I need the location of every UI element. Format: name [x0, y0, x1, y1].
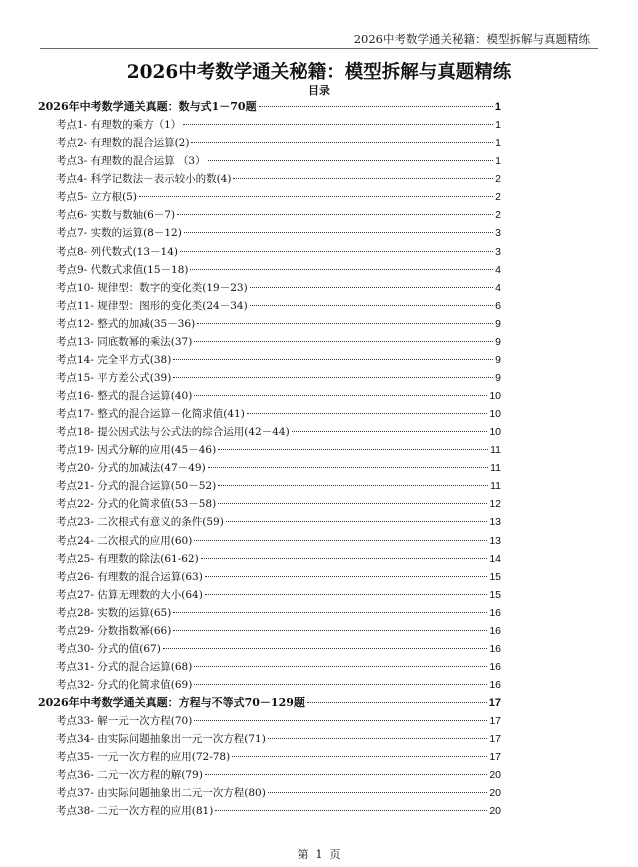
toc-entry[interactable] — [38, 802, 501, 820]
dot-leader — [233, 178, 493, 179]
dot-leader — [194, 684, 487, 685]
toc-entry[interactable] — [38, 766, 501, 784]
toc-entry-page-number: 20 — [489, 769, 501, 782]
dot-leader — [139, 196, 493, 197]
dot-leader — [173, 359, 493, 360]
toc-entry[interactable] — [38, 550, 501, 568]
toc-entry-label: 考点34- 由实际问题抽象出一元一次方程(71) — [56, 733, 266, 746]
toc-entry-label: 考点35- 一元一次方程的应用(72-78) — [56, 751, 231, 764]
toc-entry-page-number: 1 — [495, 137, 501, 150]
dot-leader — [205, 576, 488, 577]
toc-entry[interactable] — [38, 441, 501, 459]
toc-entry[interactable] — [38, 712, 501, 730]
toc-entry-label: 考点27- 估算无理数的大小(64) — [56, 588, 203, 601]
toc-entry[interactable] — [38, 405, 501, 423]
toc-entry[interactable] — [38, 261, 501, 279]
toc-entry-page-number: 16 — [489, 679, 501, 691]
dot-leader — [184, 232, 493, 233]
dot-leader — [173, 612, 487, 613]
toc-entry[interactable] — [38, 568, 501, 586]
toc-entry-label: 考点33- 解一元一次方程(70) — [56, 715, 193, 728]
toc-entry-label: 考点6- 实数与数轴(6－7) — [56, 209, 176, 222]
toc-entry-page-number: 1 — [495, 155, 501, 168]
toc-entry-page-number: 10 — [489, 426, 501, 439]
toc-entry-label: 考点12- 整式的加减(35－36) — [56, 317, 196, 330]
dot-leader — [250, 287, 493, 288]
dot-leader — [205, 774, 488, 775]
toc-entry[interactable] — [38, 730, 501, 748]
toc-entry[interactable] — [38, 622, 501, 640]
toc-entry-page-number: 11 — [490, 462, 501, 475]
toc-entry-label: 考点24- 二次根式的应用(60) — [56, 534, 193, 547]
toc-entry-label: 2026年中考数学通关真题：数与式1－70题 — [38, 100, 257, 113]
toc-entry[interactable] — [38, 658, 501, 676]
toc-entry-label: 考点28- 实数的运算(65) — [56, 606, 172, 619]
toc-entry-label: 考点18- 提公因式法与公式法的综合运用(42－44) — [56, 426, 290, 439]
toc-entry-label: 考点16- 整式的混合运算(40) — [56, 390, 193, 402]
toc-entry-page-number: 2 — [495, 209, 501, 222]
toc-entry-page-number: 16 — [489, 642, 501, 655]
toc-entry[interactable] — [38, 676, 501, 694]
dot-leader — [173, 630, 487, 631]
toc-entry-page-number: 15 — [489, 570, 501, 583]
toc-entry-page-number: 11 — [490, 444, 501, 457]
toc-entry[interactable] — [38, 748, 501, 766]
toc-entry-page-number: 1 — [494, 101, 501, 113]
toc-entry-page-number: 6 — [495, 299, 501, 312]
toc-entry-label: 考点32- 分式的化简求值(69) — [56, 679, 193, 691]
dot-leader — [205, 594, 488, 595]
toc-entry-page-number: 17 — [489, 733, 501, 746]
toc-entry[interactable] — [38, 423, 501, 441]
table-of-contents — [38, 98, 501, 821]
toc-entry[interactable] — [38, 152, 501, 170]
toc-entry[interactable] — [38, 351, 501, 369]
running-header: 2026中考数学通关秘籍：模型拆解与真题精练 — [353, 32, 590, 46]
toc-entry[interactable] — [38, 513, 501, 531]
toc-entry-page-number: 16 — [489, 660, 501, 673]
dot-leader — [226, 521, 488, 522]
dot-leader — [208, 467, 488, 468]
toc-entry[interactable] — [38, 477, 501, 495]
toc-entry-page-number: 17 — [489, 751, 501, 764]
toc-entry-label: 考点15- 平方差公式(39) — [56, 371, 172, 384]
toc-entry-page-number: 16 — [489, 624, 501, 637]
toc-entry-page-number: 2 — [495, 191, 501, 204]
toc-entry-page-number: 15 — [489, 588, 501, 601]
dot-leader — [268, 792, 488, 793]
toc-entry-page-number: 16 — [489, 606, 501, 619]
dot-leader — [194, 540, 487, 541]
toc-entry-label: 考点26- 有理数的混合运算(63) — [56, 570, 203, 583]
toc-entry-label: 考点19- 因式分解的应用(45－46) — [56, 444, 217, 457]
toc-entry-label: 考点23- 二次根式有意义的条件(59) — [56, 516, 224, 529]
toc-entry[interactable] — [38, 784, 501, 802]
toc-entry-label: 考点30- 分式的值(67) — [56, 642, 161, 655]
toc-entry-label: 考点37- 由实际问题抽象出二元一次方程(80) — [56, 787, 266, 800]
dot-leader — [180, 251, 493, 252]
toc-entry[interactable] — [38, 297, 501, 315]
document-title: 2026中考数学通关秘籍：模型拆解与真题精练 — [126, 62, 512, 83]
toc-entry-page-number: 17 — [489, 715, 501, 728]
dot-leader — [268, 738, 488, 739]
toc-entry-page-number: 4 — [495, 281, 501, 294]
toc-entry-label: 考点1- 有理数的乘方（1） — [56, 119, 182, 132]
dot-leader — [218, 503, 487, 504]
dot-leader — [232, 756, 487, 757]
dot-leader — [191, 142, 493, 143]
toc-entry-label: 考点20- 分式的加减法(47－49) — [56, 462, 206, 475]
toc-entry-page-number: 17 — [488, 697, 501, 710]
toc-entry[interactable] — [38, 369, 501, 387]
toc-entry-label: 考点10- 规律型：数字的变化类(19－23) — [56, 281, 248, 294]
dot-leader — [215, 810, 487, 811]
toc-entry[interactable] — [38, 134, 501, 152]
dot-leader — [190, 269, 493, 270]
toc-entry[interactable] — [38, 170, 501, 188]
toc-entry[interactable] — [38, 586, 501, 604]
toc-entry-page-number: 14 — [489, 552, 501, 565]
toc-entry[interactable] — [38, 206, 501, 224]
dot-leader — [307, 702, 487, 703]
toc-entry[interactable] — [38, 224, 501, 242]
toc-entry[interactable] — [38, 387, 501, 405]
toc-entry-page-number: 12 — [489, 498, 501, 511]
dot-leader — [197, 323, 493, 324]
toc-entry-label: 考点17- 整式的混合运算－化简求值(41) — [56, 408, 245, 421]
header-rule — [40, 48, 598, 49]
toc-entry-page-number: 1 — [495, 119, 501, 132]
toc-section-entry[interactable] — [38, 98, 501, 116]
toc-entry-label: 考点3- 有理数的混合运算 （3） — [56, 155, 206, 168]
dot-leader — [194, 395, 487, 396]
toc-entry-page-number: 3 — [495, 227, 501, 240]
toc-entry-page-number: 9 — [495, 317, 501, 330]
dot-leader — [194, 341, 493, 342]
toc-entry-label: 考点7- 实数的运算(8－12) — [56, 227, 182, 240]
page-footer: 第 1 页 — [297, 848, 341, 861]
toc-entry-label: 考点11- 规律型：图形的变化类(24－34) — [56, 299, 248, 312]
dot-leader — [183, 124, 493, 125]
toc-entry-label: 考点25- 有理数的除法(61-62) — [56, 552, 199, 565]
toc-entry-label: 考点5- 立方根(5) — [56, 191, 137, 204]
toc-entry-label: 考点8- 列代数式(13－14) — [56, 245, 178, 258]
dot-leader — [173, 377, 493, 378]
dot-leader — [247, 413, 488, 414]
toc-entry-page-number: 11 — [490, 480, 501, 493]
dot-leader — [194, 666, 487, 667]
toc-entry-label: 考点22- 分式的化简求值(53－58) — [56, 498, 217, 511]
toc-entry[interactable] — [38, 532, 501, 550]
toc-entry-label: 考点36- 二元一次方程的解(79) — [56, 769, 203, 782]
toc-entry-page-number: 10 — [489, 390, 501, 402]
dot-leader — [218, 449, 488, 450]
toc-entry-page-number: 9 — [495, 353, 501, 366]
toc-entry-label: 考点21- 分式的混合运算(50－52) — [56, 480, 217, 493]
toc-entry-page-number: 9 — [495, 371, 501, 384]
toc-entry-page-number: 20 — [489, 787, 501, 800]
toc-section-entry[interactable] — [38, 694, 501, 712]
toc-entry[interactable] — [38, 495, 501, 513]
toc-entry-label: 考点29- 分数指数幂(66) — [56, 624, 172, 637]
dot-leader — [208, 160, 494, 161]
toc-entry[interactable] — [38, 315, 501, 333]
dot-leader — [250, 305, 493, 306]
toc-entry-label: 考点14- 完全平方式(38) — [56, 353, 172, 366]
toc-entry-page-number: 2 — [495, 173, 501, 186]
toc-entry-page-number: 10 — [489, 408, 501, 421]
toc-entry-label: 2026年中考数学通关真题：方程与不等式70－129题 — [38, 696, 305, 710]
toc-entry-label: 考点13- 同底数幂的乘法(37) — [56, 335, 193, 348]
toc-entry[interactable] — [38, 116, 501, 134]
toc-entry-label: 考点38- 二元一次方程的应用(81) — [56, 805, 214, 818]
dot-leader — [201, 558, 488, 559]
toc-entry[interactable] — [38, 333, 501, 351]
dot-leader — [163, 648, 488, 649]
toc-entry[interactable] — [38, 279, 501, 297]
toc-entry[interactable] — [38, 459, 501, 477]
toc-entry[interactable] — [38, 604, 501, 622]
toc-entry-page-number: 9 — [495, 335, 501, 348]
dot-leader — [194, 720, 487, 721]
toc-entry-page-number: 13 — [489, 534, 501, 547]
dot-leader — [177, 214, 493, 215]
toc-entry[interactable] — [38, 188, 501, 206]
toc-entry-label: 考点2- 有理数的混合运算(2) — [56, 137, 190, 150]
dot-leader — [292, 431, 488, 432]
toc-entry-label: 考点9- 代数式求值(15－18) — [56, 263, 189, 276]
dot-leader — [218, 485, 488, 486]
dot-leader — [259, 106, 493, 107]
toc-entry-label: 考点4- 科学记数法－表示较小的数(4) — [56, 173, 232, 186]
toc-entry-page-number: 4 — [495, 263, 501, 276]
toc-entry-label: 考点31- 分式的混合运算(68) — [56, 660, 193, 673]
toc-entry-page-number: 20 — [489, 805, 501, 818]
toc-entry-page-number: 13 — [489, 516, 501, 529]
toc-entry[interactable] — [38, 640, 501, 658]
toc-heading: 目录 — [308, 84, 330, 97]
toc-entry[interactable] — [38, 243, 501, 261]
toc-entry-page-number: 3 — [495, 245, 501, 258]
